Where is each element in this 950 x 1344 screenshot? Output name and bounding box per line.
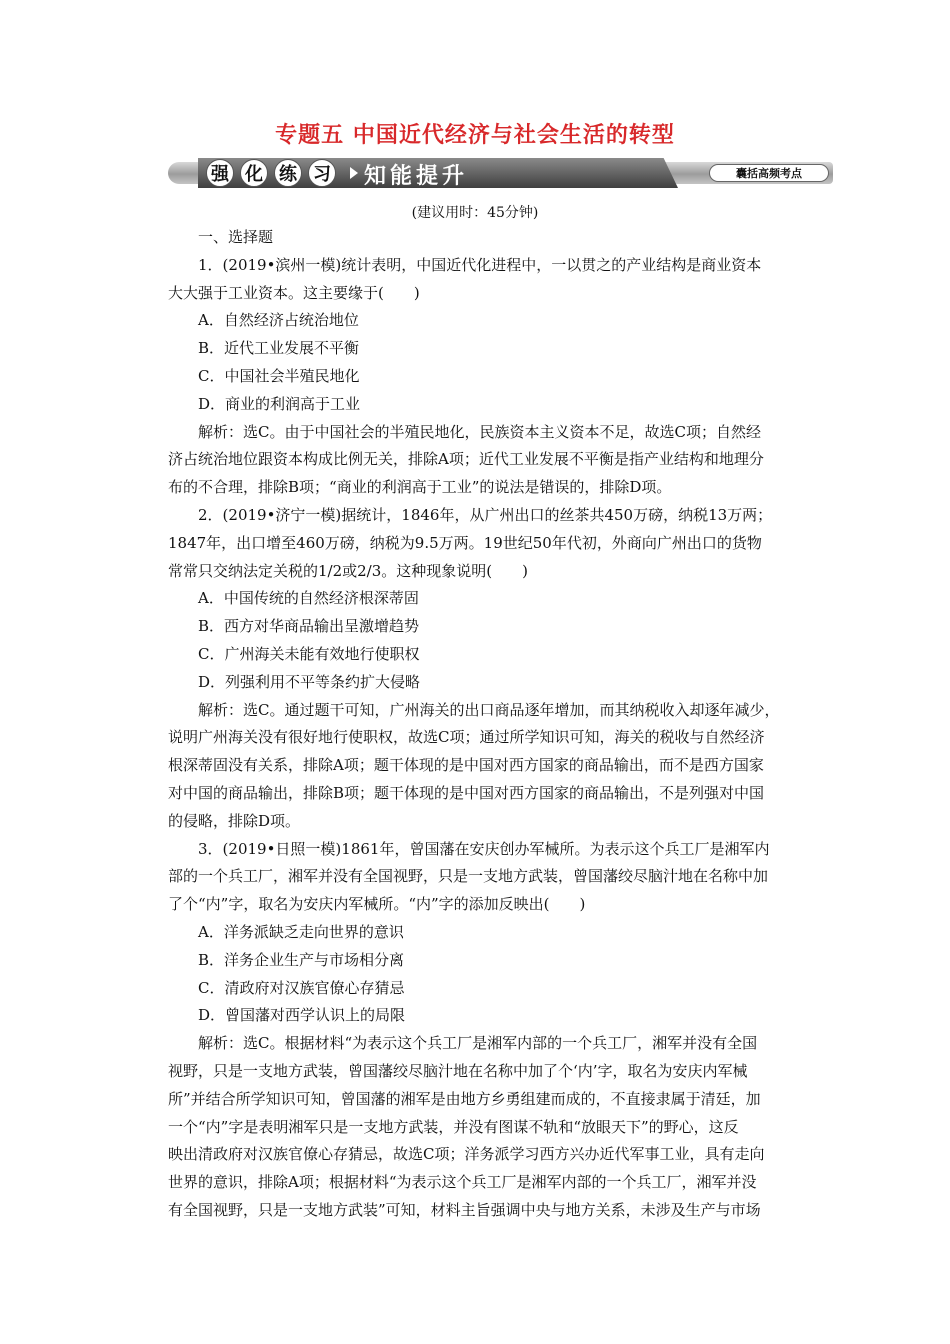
text-line: 1847年，出口增至460万磅，纳税为9.5万两。19世纪50年代初，外商向广州出口的货物 xyxy=(168,533,762,552)
section-banner xyxy=(168,158,833,188)
option-line: C．清政府对汉族官僚心存猜忌 xyxy=(198,978,405,997)
question-content xyxy=(168,224,813,1225)
text-line: 所”并结合所学知识可知，曾国藩的湘军是由地方乡勇组建而成的，不直接隶属于清廷，加 xyxy=(168,1089,761,1108)
option-line: C．中国社会半殖民地化 xyxy=(198,366,360,385)
option-line: B．近代工业发展不平衡 xyxy=(198,339,360,358)
banner-char: 强 xyxy=(206,159,234,187)
banner-circles xyxy=(206,159,336,187)
text-line: 解析：选C。通过题干可知，广州海关的出口商品逐年增加，而其纳税收入却逐年减少， xyxy=(198,700,780,719)
text-line: 1．(2019•滨州一模)统计表明，中国近代化进程中，一以贯之的产业结构是商业资本 xyxy=(198,255,762,274)
option-line: B．洋务企业生产与市场相分离 xyxy=(198,950,405,969)
option-line: A．自然经济占统治地位 xyxy=(198,311,359,330)
text-line: 的侵略，排除D项。 xyxy=(168,811,301,830)
text-line: 解析：选C。由于中国社会的半殖民地化，民族资本主义资本不足，故选C项；自然经 xyxy=(198,422,761,441)
option-line: D．列强利用不平等条约扩大侵略 xyxy=(198,672,421,691)
text-line: 2．(2019•济宁一模)据统计，1846年，从广州出口的丝茶共450万磅，纳税13万两； xyxy=(198,505,773,524)
text-line: 解析：选C。根据材料“为表示这个兵工厂是湘军内部的一个兵工厂，湘军并没有全国 xyxy=(198,1034,758,1053)
text-line: 映出清政府对汉族官僚心存猜忌，故选C项；洋务派学习西方兴办近代军事工业，具有走向 xyxy=(168,1145,765,1164)
text-line: 视野，只是一支地方武装，曾国藩绞尽脑汁地在名称中加了个‘内’字，取名为安庆内军械 xyxy=(168,1061,748,1080)
text-line: 济占统治地位跟资本构成比例无关，排除A项；近代工业发展不平衡是指产业结构和地理分 xyxy=(168,450,764,469)
option-line: C．广州海关未能有效地行使职权 xyxy=(198,644,420,663)
text-line: 对中国的商品输出，排除B项；题干体现的是中国对西方国家的商品输出，不是列强对中国 xyxy=(168,783,765,802)
suggested-time: (建议用时：45分钟) xyxy=(411,205,539,221)
banner-subtitle: 知能提升 xyxy=(364,164,469,189)
text-line: 一、选择题 xyxy=(198,228,274,246)
page-title: 专题五 中国近代经济与社会生活的转型 xyxy=(275,123,675,148)
text-line: 部的一个兵工厂，湘军并没有全国视野，只是一支地方武装，曾国藩绞尽脑汁地在名称中加 xyxy=(168,867,769,886)
option-line: D．曾国藩对西学认识上的局限 xyxy=(198,1006,406,1025)
banner-char: 化 xyxy=(240,159,268,187)
banner-char: 练 xyxy=(274,159,302,187)
banner-char: 习 xyxy=(308,159,336,187)
text-line: 根深蒂固没有关系，排除A项；题干体现的是中国对西方国家的商品输出，而不是西方国家 xyxy=(168,756,764,775)
option-line: B．西方对华商品输出呈激增趋势 xyxy=(198,617,420,636)
option-line: A．洋务派缺乏走向世界的意识 xyxy=(198,922,404,941)
text-line: 布的不合理，排除B项；“商业的利润高于工业”的说法是错误的，排除D项。 xyxy=(168,478,672,497)
text-line: 3．(2019•日照一模)1861年，曾国藩在安庆创办军械所。为表示这个兵工厂是湘军内 xyxy=(198,839,770,858)
text-line: 一个“内”字是表明湘军只是一支地方武装，并没有图谋不轨和“放眼天下”的野心，这反 xyxy=(168,1117,739,1136)
banner-tag: 囊括高频考点 xyxy=(709,164,829,182)
option-line: A．中国传统的自然经济根深蒂固 xyxy=(198,589,419,608)
text-line: 世界的意识，排除A项；根据材料“为表示这个兵工厂是湘军内部的一个兵工厂，湘军并没 xyxy=(168,1173,757,1192)
text-line: 有全国视野，只是一支地方武装”可知，材料主旨强调中央与地方关系，未涉及生产与市场 xyxy=(168,1200,761,1219)
text-line: 说明广州海关没有很好地行使职权，故选C项；通过所学知识可知，海关的税收与自然经济 xyxy=(168,728,765,747)
text-line: 大大强于工业资本。这主要缘于( ) xyxy=(168,283,420,302)
text-line: 常常只交纳法定关税的1/2或2/3。这种现象说明( ) xyxy=(168,561,528,580)
option-line: D．商业的利润高于工业 xyxy=(198,394,361,413)
triangle-arrow-icon xyxy=(350,167,358,179)
text-line: 了个“内”字，取名为安庆内军械所。“内”字的添加反映出( ) xyxy=(168,895,586,914)
